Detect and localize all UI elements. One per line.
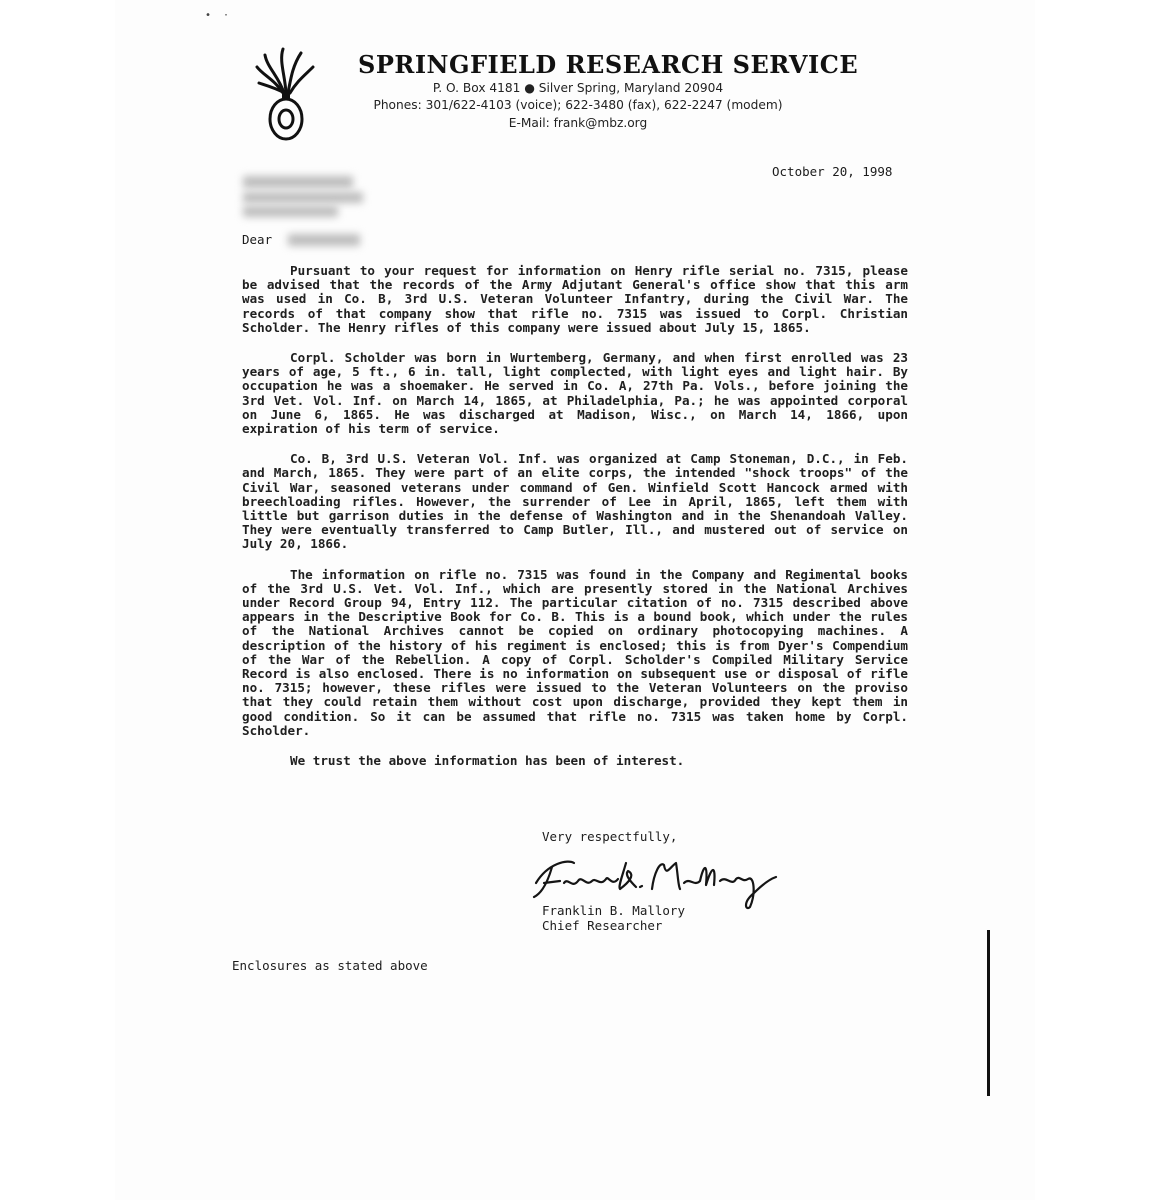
paragraph-request: Pursuant to your request for information on Henry rifle serial no. 7315, please be advised that the records of the Army Adjutant General's office show that this arm was used in Co. B, 3rd U.S. Veteran Volunteer Infantry, during the Civil War. The records of that company show that rifle no. 7315 was issued to Corpl. Christian Scholder. The Henry rifles of this company were issued about July 15, 1865. (242, 263, 908, 335)
signer-title: Chief Researcher (542, 918, 663, 933)
letter-body (242, 264, 908, 784)
redacted-recipient-name (243, 176, 353, 188)
letterhead-address: P. O. Box 4181 ● Silver Spring, Maryland 20904 (432, 81, 724, 95)
scan-specks: • · (205, 10, 233, 21)
closing-line: Very respectfully, (542, 829, 678, 844)
enclosures-note: Enclosures as stated above (232, 958, 428, 973)
signer-name: Franklin B. Mallory (542, 903, 685, 918)
paragraph-regiment-history: Co. B, 3rd U.S. Veteran Vol. Inf. was organized at Camp Stoneman, D.C., in Feb. and March, 1865. They were part of an elite corps, the intended "shock troops" of the Civil War, seasoned veterans under command of Gen. Winfield Scott Hancock armed with breechloading rifles. However, the surrender of Lee in April, 1865, left them with little but garrison duties in the defense of Washington and in the Shenandoah Valley. They were eventually transferred to Camp Butler, Ill., and mustered out of service on July 20, 1866. (242, 451, 908, 552)
signer-block (542, 903, 685, 933)
letterhead-phones: Phones: 301/622-4103 (voice); 622-3480 (fax), 622-2247 (modem) (373, 98, 783, 112)
salutation: Dear (242, 232, 273, 247)
redacted-recipient-street (243, 192, 363, 203)
letter-date: October 20, 1998 (772, 164, 893, 179)
flaming-bomb-insignia-icon (255, 45, 315, 145)
paragraph-closing-remark: We trust the above information has been of interest. (290, 753, 685, 769)
scan-margin-mark (987, 930, 990, 1096)
letterhead-org-name: SPRINGFIELD RESEARCH SERVICE (358, 50, 859, 79)
letterhead-email: E-Mail: frank@mbz.org (508, 116, 648, 130)
paragraph-scholder-bio: Corpl. Scholder was born in Wurtemberg, Germany, and when first enrolled was 23 years of age, 5 ft., 6 in. tall, light complected, with light eyes and light hair. By occupation he was a shoemaker. He served in Co. A, 27th Pa. Vols., before joining the 3rd Vet. Vol. Inf. on March 14, 1865, at Philadelphia, Pa.; he was appointed corporal on June 6, 1865. He was discharged at Madison, Wisc., on March 14, 1866, upon expiration of his term of service. (242, 350, 908, 437)
redacted-recipient-city (243, 206, 338, 217)
redacted-recipient-salutation-name (288, 234, 360, 246)
paragraph-archive-sources: The information on rifle no. 7315 was found in the Company and Regimental books of the 3rd U.S. Vet. Vol. Inf., which are presently stored in the National Archives under Record Group 94, Entry 112. The particular citation of no. 7315 described above appears in the Descriptive Book for Co. B. This is a bound book, which under the rules of the National Archives cannot be copied on ordinary photocopying machines. A description of the history of his regiment is enclosed; this is from Dyer's Compendium of the War of the Rebellion. A copy of Corpl. Scholder's Compiled Military Service Record is also enclosed. There is no information on subsequent use or disposal of rifle no. 7315; however, these rifles were issued to the Veteran Volunteers on the proviso that they could retain them without cost upon discharge, provided they kept them in good condition. So it can be assumed that rifle no. 7315 was taken home by Corpl. Scholder. (242, 566, 908, 738)
